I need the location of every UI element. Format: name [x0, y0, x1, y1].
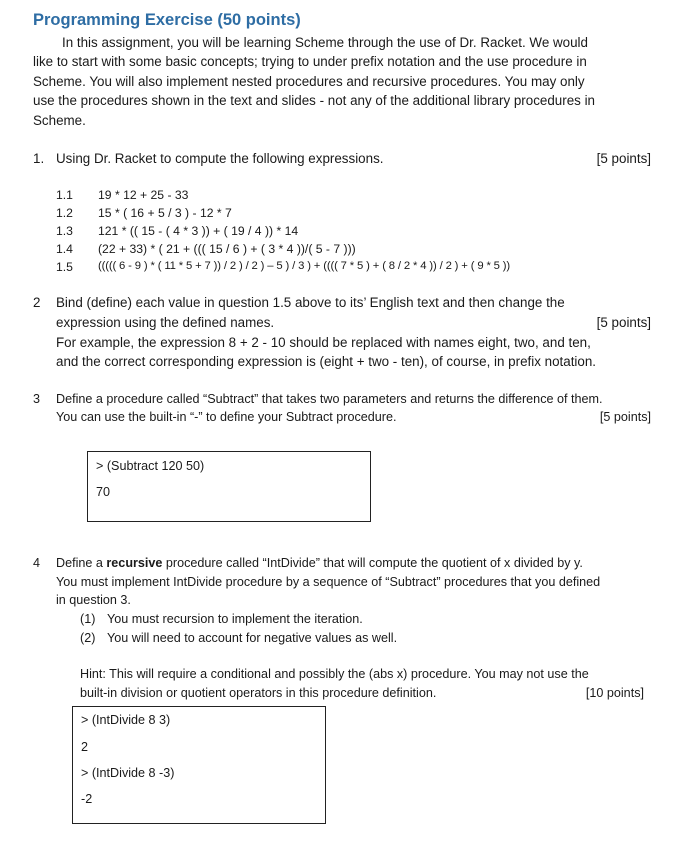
q4-sub-number: (1) [80, 612, 96, 626]
q1-item-expression: 121 * (( 15 - ( 4 * 3 )) + ( 19 / 4 )) * 14 [98, 224, 299, 238]
q4-example-line: > (IntDivide 8 -3) [81, 766, 175, 780]
intro-line-4: use the procedures shown in the text and slides - not any of the additional library procedures in [33, 93, 595, 108]
q3-example-line: 70 [96, 485, 111, 499]
q4-hint-line-1: Hint: This will require a conditional and possibly the (abs x) procedure. You may not use the [80, 667, 589, 681]
q2-line-1: Bind (define) each value in question 1.5 above to its’ English text and then change the [56, 295, 565, 310]
q1-item-expression: ((((( 6 - 9 ) * ( 11 * 5 + 7 )) / 2 ) / 2 ) – 5 ) / 3 ) + (((( 7 * 5 ) + ( 8 / 2 * 4 )) / 2 ) + ( 9 * 5 )) [98, 260, 511, 272]
q4-line-3: in question 3. [56, 593, 131, 607]
q2-line-4: and the correct corresponding expression is (eight + two - ten), of course, in prefix notation. [56, 354, 596, 369]
q3-line-2: You can use the built-in “-” to define your Subtract procedure. [56, 410, 397, 424]
q1-number: 1. [33, 151, 45, 166]
q1-item-expression: 19 * 12 + 25 - 33 [98, 188, 189, 202]
q3-line-1: Define a procedure called “Subtract” that takes two parameters and returns the difference of them. [56, 392, 603, 406]
page-title: Programming Exercise (50 points) [33, 11, 301, 29]
q3-points: [5 points] [599, 410, 651, 424]
q4-hint-line-2: built-in division or quotient operators in this procedure definition. [80, 686, 437, 700]
q2-number: 2 [33, 295, 41, 310]
q4-example-line: 2 [81, 740, 89, 754]
q1-item-expression: (22 + 33) * ( 21 + ((( 15 / 6 ) + ( 3 * 4 ))/( 5 - 7 ))) [98, 242, 356, 256]
intro-line-3: Scheme. You will also implement nested procedures and recursive procedures. You may only [33, 74, 585, 89]
q4-sub-text: You will need to account for negative values as well. [107, 631, 398, 645]
q1-item-number: 1.1 [56, 188, 73, 202]
q2-points: [5 points] [596, 315, 651, 330]
intro-line-5: Scheme. [33, 113, 86, 128]
intro-line-2: like to start with some basic concepts; trying to under prefix notation and the use procedure in [33, 54, 587, 69]
q4-sub-number: (2) [80, 631, 96, 645]
q4-recursive-keyword: recursive [106, 556, 163, 570]
q2-line-3: For example, the expression 8 + 2 - 10 should be replaced with names eight, two, and ten, [56, 335, 591, 350]
q4-sub-text: You must recursion to implement the iteration. [107, 612, 363, 626]
q1-item-number: 1.5 [56, 260, 73, 274]
q4-line-2: You must implement IntDivide procedure by a sequence of “Subtract” procedures that you defined [56, 575, 601, 589]
q1-text: Using Dr. Racket to compute the following expressions. [56, 151, 384, 166]
q4-points: [10 points] [585, 686, 644, 700]
q4-example-line: > (IntDivide 8 3) [81, 713, 171, 727]
intro-line-1: In this assignment, you will be learning Scheme through the use of Dr. Racket. We would [62, 35, 588, 50]
q3-example-box [87, 451, 371, 522]
q1-points: [5 points] [596, 151, 651, 166]
q1-item-number: 1.4 [56, 242, 73, 256]
q4-line-1-pre: Define a [56, 556, 107, 570]
q2-line-2: expression using the defined names. [56, 315, 275, 330]
q3-number: 3 [33, 392, 41, 406]
q4-example-box [72, 706, 326, 824]
q1-item-number: 1.3 [56, 224, 73, 238]
q1-item-number: 1.2 [56, 206, 73, 220]
q4-line-1 [56, 556, 583, 570]
q4-line-1-post: procedure called “IntDivide” that will compute the quotient of x divided by y. [162, 556, 583, 570]
q3-example-line: > (Subtract 120 50) [96, 459, 205, 473]
q1-item-expression: 15 * ( 16 + 5 / 3 ) - 12 * 7 [98, 206, 232, 220]
q4-example-line: -2 [81, 792, 93, 806]
q4-number: 4 [33, 556, 41, 570]
